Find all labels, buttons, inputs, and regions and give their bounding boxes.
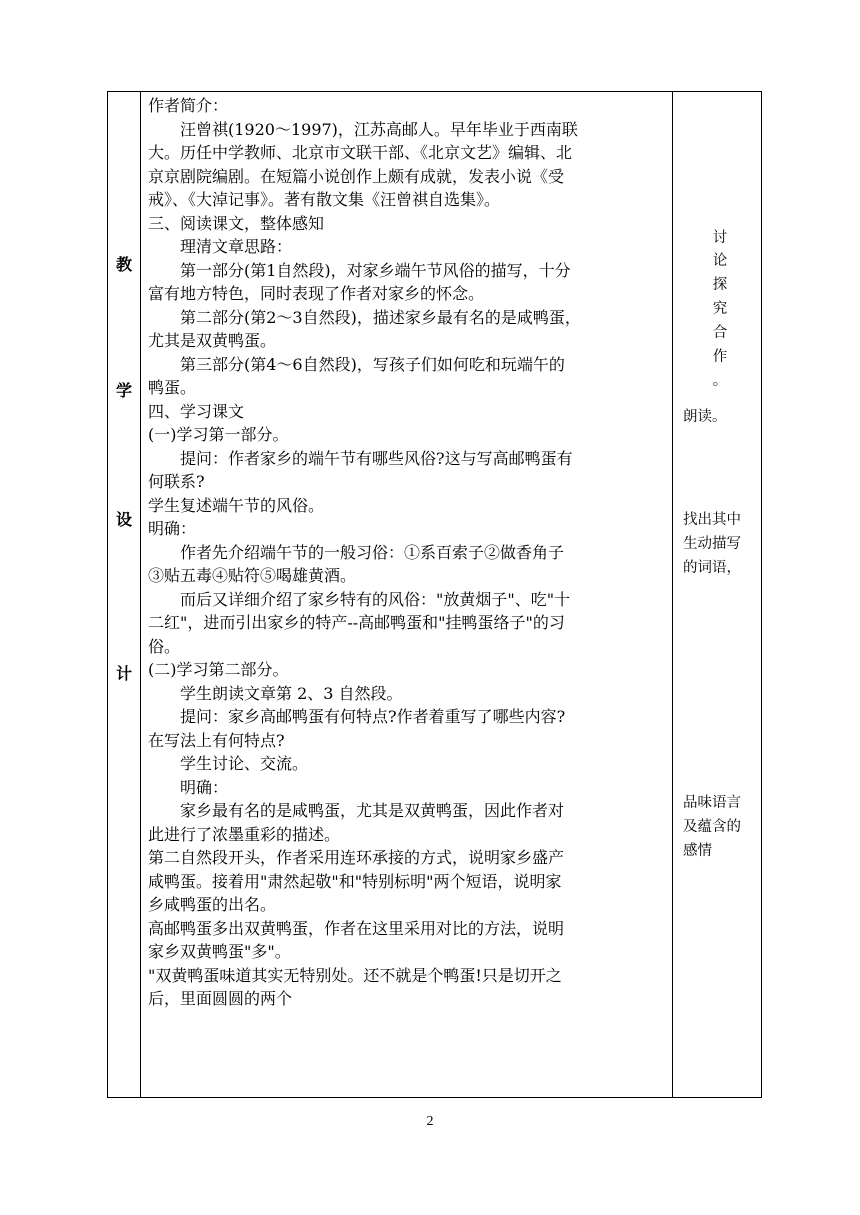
section-label-column (108, 92, 140, 1097)
note-find-words: 生动描写 (683, 536, 741, 552)
content-line: 作者简介： (148, 96, 229, 115)
vertical-note-char: 。 (712, 373, 728, 389)
content-line: 明确： (180, 777, 229, 797)
content-line: 尤其是双黄鸭蛋。 (148, 331, 277, 350)
content-line: 鸭蛋。 (148, 378, 197, 397)
content-line: 学生讨论、交流。 (180, 754, 309, 773)
content-line: 在写法上有何特点? (148, 730, 285, 750)
activity-notes-column (677, 92, 763, 1097)
content-line: 大。历任中学教师、北京市文联干部、《北京文艺》编辑、北 (148, 143, 573, 162)
section-label-char: 教 (115, 255, 132, 274)
content-line: 第三部分(第4～6自然段)，写孩子们如何吃和玩端午的 (180, 354, 565, 374)
vertical-note-char: 究 (712, 301, 728, 317)
vertical-note-char: 论 (712, 253, 728, 269)
content-line: 汪曾祺(1920～1997)，江苏高邮人。早年毕业于西南联 (180, 119, 578, 139)
content-line: 京京剧院编剧。在短篇小说创作上颇有成就，发表小说《受 (148, 166, 565, 186)
content-line: 第二部分(第2～3自然段)，描述家乡最有名的是咸鸭蛋， (180, 307, 581, 327)
content-line: 乡咸鸭蛋的出名。 (148, 895, 277, 914)
note-savor-language: 感情 (683, 843, 712, 859)
column-divider-left (140, 92, 141, 1097)
content-line: 理清文章思路： (180, 237, 293, 256)
vertical-note-char: 合 (712, 325, 728, 341)
note-find-words: 找出其中 (683, 512, 741, 528)
page-number: 2 (426, 1114, 434, 1129)
note-read-aloud: 朗读。 (683, 409, 727, 425)
content-line: 明确： (148, 519, 197, 538)
content-line: 俗。 (148, 636, 181, 656)
vertical-note-char: 讨 (712, 230, 728, 246)
content-line: 家乡双黄鸭蛋"多"。 (148, 942, 291, 961)
vertical-note-char: 作 (712, 349, 728, 365)
content-line: 富有地方特色，同时表现了作者对家乡的怀念。 (148, 284, 485, 303)
subsection-heading: (一)学习第一部分。 (148, 425, 289, 444)
content-line: "双黄鸭蛋味道其实无特别处。还不就是个鸭蛋!只是切开之 (148, 965, 562, 985)
content-line: 何联系? (148, 472, 205, 491)
section-label-char: 学 (115, 381, 132, 400)
lesson-table (107, 91, 762, 1098)
section-label-char: 设 (115, 510, 132, 529)
note-find-words: 的词语， (683, 560, 741, 576)
content-line: 高邮鸭蛋多出双黄鸭蛋，作者在这里采用对比的方法，说明 (148, 918, 565, 938)
content-line: 咸鸭蛋。接着用"肃然起敬"和"特别标明"两个短语，说明家 (148, 871, 562, 891)
note-savor-language: 品味语言 (683, 795, 741, 811)
lesson-content (148, 94, 673, 1011)
note-savor-language: 及蕴含的 (683, 819, 741, 835)
content-line: 此进行了浓墨重彩的描述。 (148, 824, 341, 844)
content-line: 戒》、《大淖记事》。著有散文集《汪曾祺自选集》。 (148, 190, 501, 209)
content-line: 提问：作者家乡的端午节有哪些风俗?这与写高邮鸭蛋有 (180, 448, 573, 468)
content-line: ③贴五毒④贴符⑤喝雄黄酒。 (148, 566, 357, 585)
content-line: 二红"，进而引出家乡的特产--高邮鸭蛋和"挂鸭蛋络子"的习 (148, 613, 565, 632)
subsection-heading: (二)学习第二部分。 (148, 660, 289, 679)
section-label-char: 计 (115, 664, 132, 683)
content-line: 家乡最有名的是咸鸭蛋，尤其是双黄鸭蛋，因此作者对 (180, 801, 565, 820)
section-heading: 三、阅读课文，整体感知 (148, 213, 325, 233)
content-line: 学生复述端午节的风俗。 (148, 495, 325, 515)
content-line: 而后又详细介绍了家乡特有的风俗："放黄烟子"、吃"十 (180, 589, 571, 609)
section-heading: 四、学习课文 (148, 401, 245, 421)
content-line: 第二自然段开头，作者采用连环承接的方式，说明家乡盛产 (148, 848, 565, 867)
vertical-note-char: 探 (712, 277, 728, 293)
content-line: 作者先介绍端午节的一般习俗：①系百索子②做香角子 (180, 542, 565, 562)
content-line: 后，里面圆圆的两个 (148, 989, 293, 1008)
content-line: 第一部分(第1自然段)，对家乡端午节风俗的描写，十分 (180, 260, 571, 280)
content-line: 提问：家乡高邮鸭蛋有何特点?作者着重写了哪些内容? (180, 707, 566, 726)
content-line: 学生朗读文章第 2、3 自然段。 (180, 683, 403, 703)
